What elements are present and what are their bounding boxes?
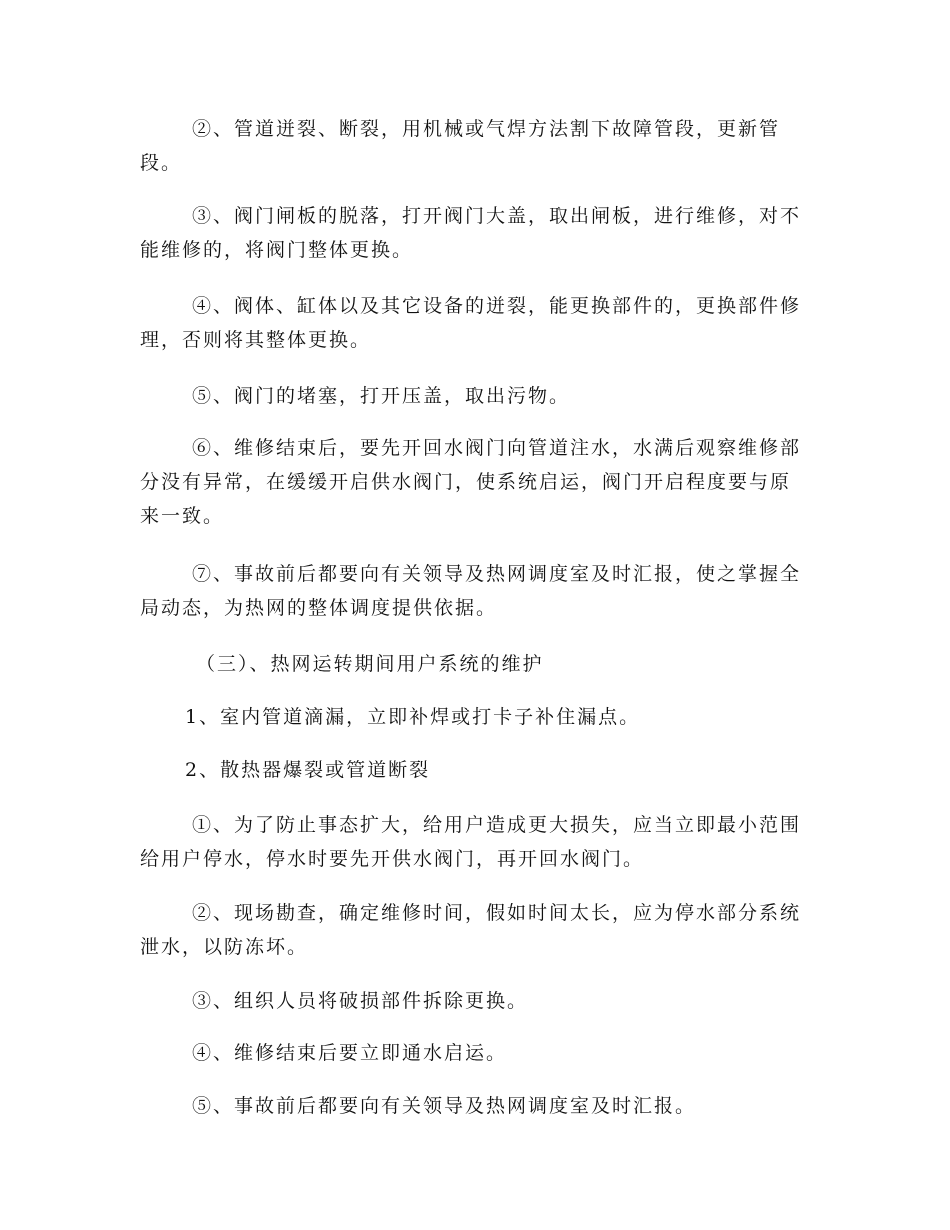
paragraph-report: ⑦、事故前后都要向有关领导及热网调度室及时汇报，使之掌握全局动态，为热网的整体调度提供依据。 [140,563,802,619]
paragraph-restart: ④、维修结束后要立即通水启运。 [192,1042,508,1064]
paragraph-replace-parts: ③、组织人员将破损部件拆除更换。 [192,990,529,1012]
paragraph-valve-gate: ③、阀门闸板的脱落，打开阀门大盖，取出闸板，进行维修，对不能维修的，将阀门整体更换。 [140,205,802,261]
paragraph-site-survey: ②、现场勘查，确定维修时间，假如时间太长，应为停水部分系统泄水，以防冻坏。 [140,902,802,958]
section-heading: （三）、热网运转期间用户系统的维护 [196,653,544,675]
paragraph-valve-body: ④、阀体、缸体以及其它设备的迸裂，能更换部件的，更换部件修理，否则将其整体更换。 [140,295,802,351]
paragraph-after-repair: ⑥、维修结束后，要先开回水阀门向管道注水，水满后观察维修部分没有异常，在缓缓开启供水阀门，使系统启运，阀门开启程度要与原来一致。 [140,437,802,527]
paragraph-valve-blockage: ⑤、阀门的堵塞，打开压盖，取出污物。 [192,385,571,407]
list-item-2: 2、散热器爆裂或管道断裂 [185,759,431,781]
paragraph-pipe-rupture: ②、管道迸裂、断裂，用机械或气焊方法割下故障管段，更新管段。 [140,118,781,174]
list-item-1: 1、室内管道滴漏，立即补焊或打卡子补住漏点。 [185,706,641,728]
paragraph-final-report: ⑤、事故前后都要向有关领导及热网调度室及时汇报。 [192,1095,697,1117]
paragraph-stop-water: ①、为了防止事态扩大，给用户造成更大损失，应当立即最小范围给用户停水，停水时要先开供水阀门，再开回水阀门。 [140,814,802,870]
